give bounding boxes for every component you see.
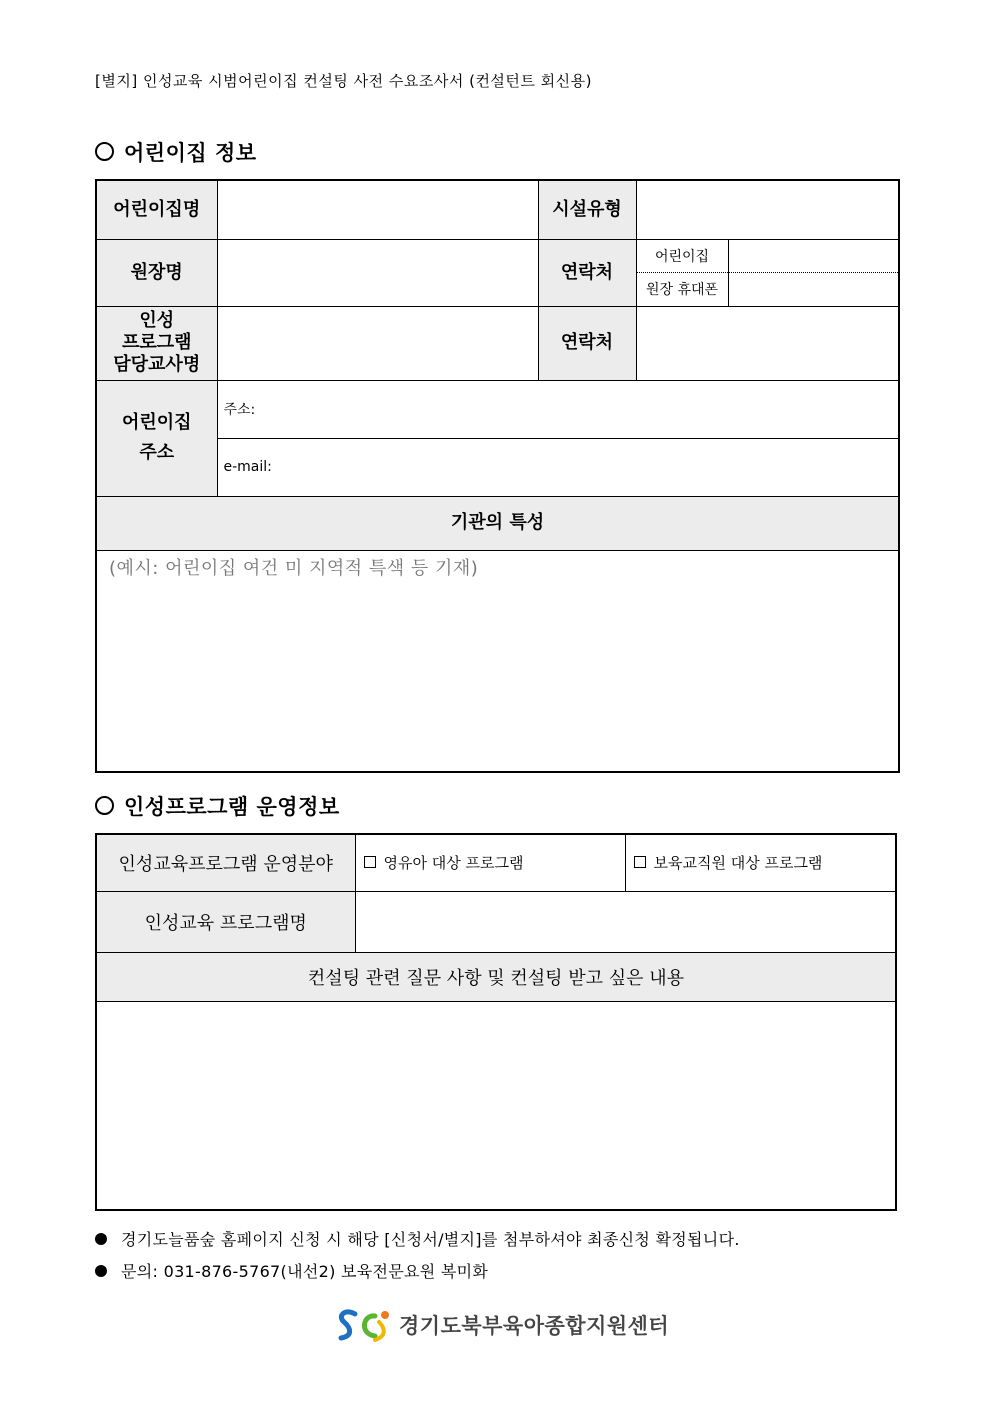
consulting-header: 컨설팅 관련 질문 사항 및 컨설팅 받고 싶은 내용 (96, 952, 896, 1001)
bullet-icon (95, 1265, 107, 1277)
teacher-name-label: 인성 프로그램 담당교사명 (96, 306, 217, 380)
center-logo (335, 1306, 669, 1344)
program-area-label: 인성교육프로그램 운영분야 (96, 834, 355, 891)
program-name-input[interactable] (355, 891, 896, 952)
facility-type-label: 시설유형 (538, 180, 636, 239)
contact-daycare-label: 어린이집 (636, 239, 728, 272)
note-contact: 문의: 031-876-5767(내선2) 보육전문요원 복미화 (95, 1259, 488, 1282)
option-staff-checkbox[interactable]: 보육교직원 대상 프로그램 (625, 834, 896, 891)
daycare-name-input[interactable] (217, 180, 538, 239)
program-info-table (95, 833, 897, 1211)
consulting-textarea[interactable] (96, 1001, 896, 1210)
bullet-icon (95, 1233, 107, 1245)
checkbox-icon (634, 856, 646, 868)
circle-bullet-icon (95, 796, 114, 815)
contact-director-mobile-input[interactable] (728, 272, 899, 306)
note-attachment: 경기도늘품숲 홈페이지 신청 시 해당 [신청서/별지]를 첨부하셔야 최종신청 확정됩니다. (95, 1227, 740, 1250)
checkbox-icon (364, 856, 376, 868)
address-input[interactable]: 주소: (217, 380, 899, 438)
form-header: [별지] 인성교육 시범어린이집 컨설팅 사전 수요조사서 (컨설턴트 회신용) (95, 72, 592, 90)
option-infant-checkbox[interactable]: 영유아 대상 프로그램 (355, 834, 625, 891)
email-input[interactable]: e-mail: (217, 438, 899, 496)
characteristics-header: 기관의 특성 (96, 496, 899, 550)
section-title-program-info: 인성프로그램 운영정보 (95, 791, 340, 821)
contact-label: 연락처 (538, 239, 636, 306)
section-title-daycare-info: 어린이집 정보 (95, 137, 257, 167)
teacher-contact-input[interactable] (636, 306, 899, 380)
contact-director-mobile-label: 원장 휴대폰 (636, 272, 728, 306)
center-logo-text: 경기도북부육아종합지원센터 (399, 1314, 670, 1338)
contact-daycare-input[interactable] (728, 239, 899, 272)
characteristics-textarea[interactable]: (예시: 어린이집 여건 미 지역적 특색 등 기재) (96, 550, 899, 772)
director-name-label: 원장명 (96, 239, 217, 306)
circle-bullet-icon (95, 142, 114, 161)
center-logo-icon (335, 1306, 393, 1344)
address-label: 어린이집 주소 (96, 380, 217, 496)
daycare-name-label: 어린이집명 (96, 180, 217, 239)
teacher-name-input[interactable] (217, 306, 538, 380)
daycare-info-table (95, 179, 900, 773)
director-name-input[interactable] (217, 239, 538, 306)
program-name-label: 인성교육 프로그램명 (96, 891, 355, 952)
facility-type-input[interactable] (636, 180, 899, 239)
teacher-contact-label: 연락처 (538, 306, 636, 380)
